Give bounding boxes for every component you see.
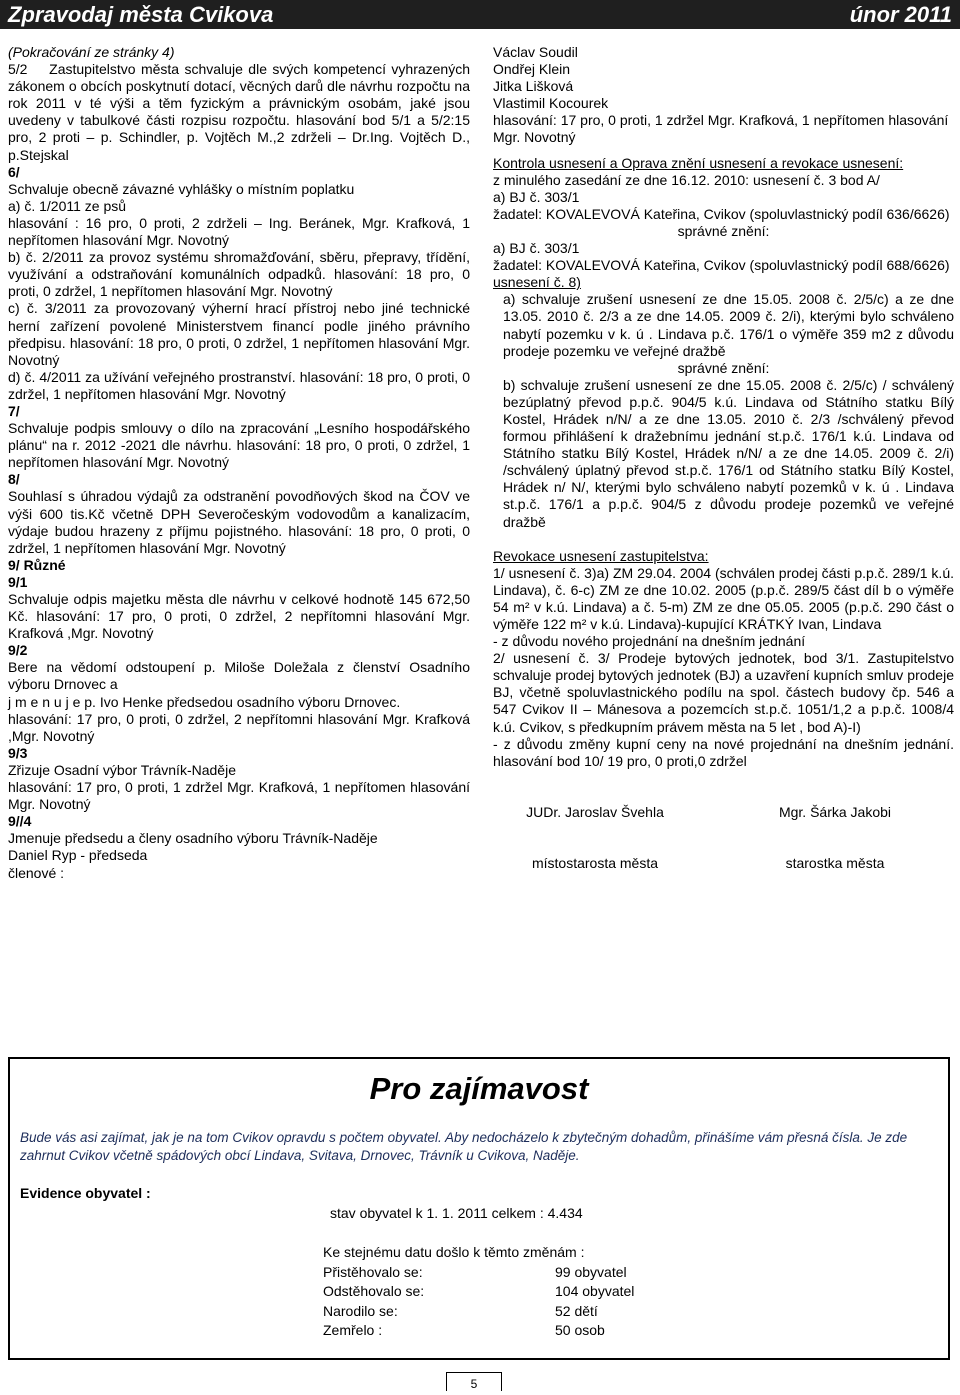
resolution-8-heading: usnesení č. 8) <box>493 274 581 291</box>
revocation-2-reason: - z důvodu změny kupní ceny na nové projednání na dnešním jednání. hlasování bod 10/ 19 pro, 0 proti,0 zdržel <box>493 735 958 769</box>
change-row <box>323 1321 653 1341</box>
signature-mayor <box>725 770 945 907</box>
signature-role: místostarosta města <box>531 855 659 872</box>
heading-7: 7/ <box>8 402 20 419</box>
heading-8: 8/ <box>8 471 20 488</box>
signature-name: Mgr. Šárka Jakobi <box>778 804 892 821</box>
change-row <box>323 1263 653 1283</box>
population-label: Evidence obyvatel : <box>20 1185 151 1201</box>
revocation-1: 1/ usnesení č. 3)a) ZM 29.04. 2004 (schválen prodej části p.p.č. 289/1 k.ú. Lindava), č. 6-c) ZM ze dne 10.02. 2005 (p.p.č. 289/5 část díl b o výměře 54 m² v k.ú. Lindava) a č. 5-m) ZM ze dne 05.05. 2005 (p.p.č. 290 část o výměře 122 m² v k.ú. Lindava)-kupující KRÁTKÝ Ivan, Lindava <box>493 564 958 632</box>
resolution-9-2b: j m e n u j e p. Ivo Henke předsedou osadního výboru Drnovec. <box>8 693 401 710</box>
resolution-9-2a: Bere na vědomí odstoupení p. Miloše Doležala z členství Osadního výboru Drnovec a <box>8 659 474 693</box>
applicant-1: žadatel: KOVALEVOVÁ Kateřina, Cvikov (spoluvlastnický podíl 636/6626) <box>493 205 950 222</box>
resolution-9-4c: členové : <box>8 864 65 881</box>
item-a2: a) BJ č. 303/1 <box>493 240 580 257</box>
page-number: 5 <box>446 1372 502 1391</box>
revocation-1-reason: - z důvodu nového projednání na dnešním jednání <box>493 633 806 650</box>
right-column <box>493 44 958 872</box>
correct-wording-2: správné znění: <box>677 359 770 376</box>
applicant-2: žadatel: KOVALEVOVÁ Kateřina, Cvikov (spoluvlastnický podíl 688/6626) <box>493 257 950 274</box>
resolution-9-2c: hlasování: 17 pro, 0 proti, 0 zdržel, 2 nepřítomni hlasování Mgr. Krafková ,Mgr. Novotný <box>8 710 474 744</box>
resolution-7: Schvaluje podpis smlouvy o dílo na zpracování „Lesního hospodářského plánu“ na r. 2012 -2021 dle návrhu. hlasování: 18 pro, 0 proti, 0 zdržel, 1 nepřítomen hlasování Mgr. Novotný <box>8 420 474 471</box>
correct-wording-1: správné znění: <box>677 222 770 239</box>
resolution-9-1: Schvaluje odpis majetku města dle návrhu v celkové hodnotě 145 672,50 Kč. hlasování: 17 pro, 0 proti, 0 zdržel, 2 nepřítomni hlasování Mgr. Krafková ,Mgr. Novotný <box>8 591 474 642</box>
box-title: Pro zajímavost <box>369 1071 589 1106</box>
resolution-6: Schvaluje obecně závazné vyhlášky o místním poplatku <box>8 180 355 197</box>
resolution-8a: a) schvaluje zrušení usnesení ze dne 15.05. 2008 č. 2/5/c) a ze dne 13.05. 2010 č. 2/3 a ze dne 14.05. 2009 č. 2/i), kterými bylo schváleno nabytí pozemku v k. ú . Lindava p.č. 176/1 o výměře 359 m2 z důvodu prodeje pozemku ve veřejné dražbě <box>503 291 958 359</box>
member-name: Václav Soudil <box>493 44 578 60</box>
resolution-6b: b) č. 2/2011 za provoz systému shromažďování, sběru, přepravy, třídění, využívání a odstraňování komunálních odpadků. hlasování: 18 pro, 0 proti, 0 zdržel, 1 nepřítomen hlasování Mgr. Novotný <box>8 249 474 300</box>
change-value: 104 obyvatel <box>555 1283 635 1299</box>
member-name: Jitka Lišková <box>493 78 574 95</box>
resolution-6d: d) č. 4/2011 za užívání veřejného prostranství. hlasování: 18 pro, 0 proti, 0 zdržel, 1 nepřítomen hlasování Mgr. Novotný <box>8 368 474 402</box>
publication-title: Zpravodaj města Cvikova <box>8 2 274 27</box>
change-label: Narodilo se: <box>323 1302 398 1319</box>
kontrola-text: z minulého zasedání ze dne 16.12. 2010: usnesení č. 3 bod A/ <box>493 171 880 188</box>
change-label: Zemřelo : <box>323 1322 383 1338</box>
resolution-9-3: Zřizuje Osadní výbor Trávník-Naděje <box>8 761 236 778</box>
item-a1: a) BJ č. 303/1 <box>493 188 580 205</box>
heading-9-1: 9/1 <box>8 573 28 590</box>
resolution-6a: a) č. 1/2011 ze psů <box>8 197 127 214</box>
resolution-8: Souhlasí s úhradou výdajů za odstranění povodňových škod na ČOV ve výši 600 tis.Kč včetně DPH Severočeským vodovodům a kanalizacím, výdaje budou hrazeny z příjmu pojistného. hlasování: 18 pro, 0 proti, 0 zdržel, 1 nepřítomen hlasování Mgr. Novotný <box>8 488 474 556</box>
heading-9: 9/ Různé <box>8 556 66 573</box>
heading-9-4: 9//4 <box>8 813 32 830</box>
heading-9-2: 9/2 <box>8 642 28 659</box>
continuation-note: (Pokračování ze stránky 4) <box>8 44 175 60</box>
revocation-2: 2/ usnesení č. 3/ Prodeje bytových jednotek, bod 3/1. Zastupitelstvo schvaluje prodej bytových jednotek (BJ) a uzavření kupních smluv prodeje BJ, včetně spoluvlastnického podílu na spol. částech budovy čp. 546 a 547 Cvikov II – Mánesova a pozemcích st.p.č. 1051/1,2 a p.p.č. 1008/4 k.ú. Cvikov, s předkupním právem města na 5 let , bod A)-I) <box>493 650 958 735</box>
resolution-9-4b: Daniel Ryp - předseda <box>8 847 148 864</box>
population-total: stav obyvatel k 1. 1. 2011 celkem : 4.434 <box>330 1205 583 1221</box>
member-name: Vlastimil Kocourek <box>493 95 609 112</box>
change-row <box>323 1282 653 1302</box>
heading-6: 6/ <box>8 163 20 180</box>
signature-name: JUDr. Jaroslav Švehla <box>526 804 664 821</box>
revocation-heading: Revokace usnesení zastupitelstva: <box>493 547 709 564</box>
left-column <box>8 44 474 882</box>
kontrola-heading: Kontrola usnesení a Oprava znění usnesení a revokace usnesení: <box>493 154 904 171</box>
change-value: 99 obyvatel <box>555 1263 627 1280</box>
signature-deputy-mayor <box>485 770 705 907</box>
change-row <box>323 1302 653 1322</box>
signature-role: starostka města <box>785 855 885 872</box>
change-value: 52 dětí <box>555 1302 598 1319</box>
box-intro: Bude vás asi zajímat, jak je na tom Cvikov opravdu s počtem obyvatel. Aby nedocházelo k zbytečným dohadům, přinášíme vám přesná čísla. Je zde zahrnut Cvikov včetně spádových obcí Lindava, Svitava, Drnovec, Trávník u Cvikova, Naděje. <box>20 1130 908 1163</box>
page-header <box>0 0 960 29</box>
signatures <box>493 770 954 872</box>
resolution-6a-vote: hlasování : 16 pro, 0 proti, 2 zdrželi – Ing. Beránek, Mgr. Krafková, 1 nepřítomen hlasování Mgr. Novotný <box>8 214 474 249</box>
pro-zajimavost-box <box>8 1057 950 1360</box>
heading-9-3: 9/3 <box>8 744 28 761</box>
members-vote: hlasování: 17 pro, 0 proti, 1 zdržel Mgr. Krafková, 1 nepřítomen hlasování Mgr. Novotný <box>493 112 953 146</box>
issue-date: únor 2011 <box>849 2 952 27</box>
resolution-9-4a: Jmenuje předsedu a členy osadního výboru Trávník-Naděje <box>8 830 378 847</box>
resolution-6c: c) č. 3/2011 za provozovaný výherní hrací přístroj nebo jiné technické herní zařízení povolené Ministerstvem financí podle jiného právního předpisu. hlasování: 18 pro, 0 proti, 0 zdržel, 1 nepřítomen hlasování Mgr. Novotný <box>8 300 474 368</box>
changes-heading: Ke stejnému datu došlo k těmto změnám : <box>323 1244 585 1260</box>
resolution-9-3-vote: hlasování: 17 pro, 0 proti, 1 zdržel Mgr. Krafková, 1 nepřítomen hlasování Mgr. Novotný <box>8 779 474 813</box>
change-label: Odstěhovalo se: <box>323 1283 425 1299</box>
resolution-5-2: 5/2 Zastupitelstvo města schvaluje dle svých kompetencí vyhrazených zákonem o obcích poskytnutí dotací, věcných darů dle návrhu rozpočtu na rok 2011 v té výši a těm fyzickým a právnickým osobám, jaké jsou uvedeny v tabulkové části rozpisu rozpočtu. hlasování bod 5/1 a 5/2:15 pro, 2 proti – p. Schindler, p. Vojtěch M.,2 zdrželi – Dr.Ing. Vojtěch D., p.Stejskal <box>8 61 474 163</box>
member-name: Ondřej Klein <box>493 61 571 78</box>
change-value: 50 osob <box>555 1322 605 1338</box>
population-changes <box>323 1243 653 1341</box>
change-label: Přistěhovalo se: <box>323 1263 423 1280</box>
resolution-8b: b) schvaluje zrušení usnesení ze dne 15.05. 2008 č. 2/5/c) / schválený bezúplatný převod p.p.č. 904/5 k.ú. Lindava od Státního statku Bílý Kostel, Hrádek n/N/ a ze dne 13.05. 2010 č. 2/3 /schválený převod formou přihlášení k dražebnímu jednání st.p.č. 176/1 k.ú. Lindava od Státního statku Bílý Kostel, Hrádek n/N/ a ze dne 14.05. 2009 č. 2/i) /schválený úplatný převod st.p.č. 176/1 od Státního statku Bílý Kostel, Hrádek n/ N/, kterými bylo schváleno nabytí pozemků v k. ú . Lindava st.p.č. 176/1 a p.p.č. 904/5 z důvodu prodeje pozemků ve veřejné dražbě <box>503 376 958 530</box>
